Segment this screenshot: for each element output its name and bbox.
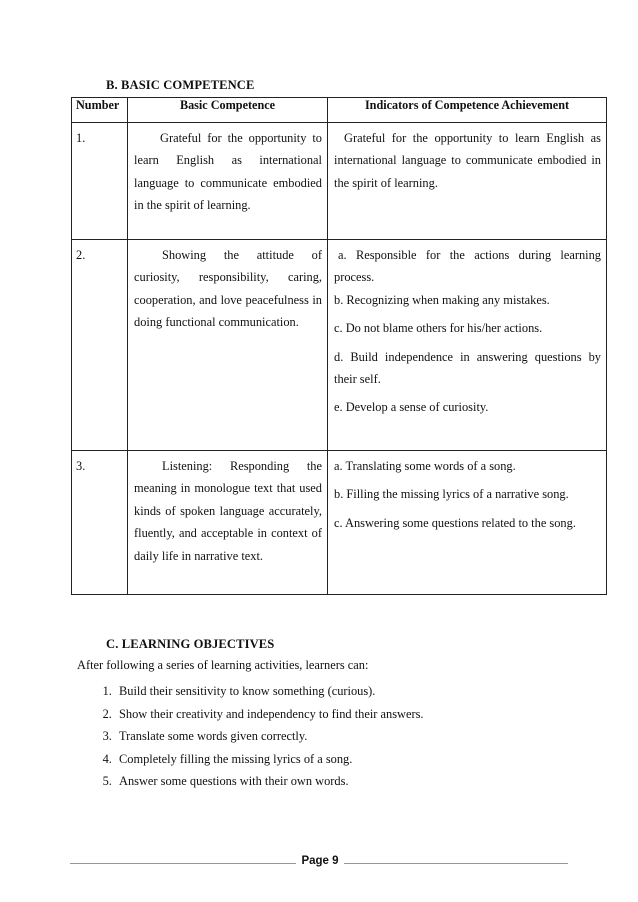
- list-item: 1. Build their sensitivity to know something (curious).: [115, 680, 615, 703]
- list-item: 2. Show their creativity and independency to find their answers.: [115, 703, 615, 726]
- header-basic-competence: Basic Competence: [128, 98, 328, 123]
- indicators-cell: [328, 123, 607, 240]
- indicator-item: b. Recognizing when making any mistakes.: [334, 292, 550, 307]
- row-number: 2.: [72, 240, 128, 451]
- table-header-row: [72, 98, 607, 123]
- header-indicators: Indicators of Competence Achievement: [328, 98, 607, 123]
- basic-competence-cell: Listening: Responding the meaning in monologue text that used kinds of spoken language accurately, fluently, and acceptable in context of daily life in narrative text.: [128, 451, 328, 595]
- header-number: Number: [72, 98, 128, 123]
- page-footer: [70, 853, 568, 873]
- section-c-title: C. LEARNING OBJECTIVES: [106, 637, 275, 651]
- indicator-item: e. Develop a sense of curiosity.: [334, 400, 489, 415]
- indicator-item: b. Filling the missing lyrics of a narrative song.: [334, 487, 569, 502]
- basic-competence-cell: Grateful for the opportunity to learn English as international language to communicate embodied in the spirit of learning.: [128, 123, 328, 240]
- footer-rule-right: [344, 863, 568, 864]
- section-b-title: B. BASIC COMPETENCE: [106, 78, 255, 92]
- footer-rule-left: [70, 863, 296, 864]
- page-number: Page 9: [301, 855, 339, 867]
- table-row: [72, 451, 607, 595]
- indicator-item: d. Build independence in answering questions by their self.: [334, 349, 601, 387]
- indicator-item: Grateful for the opportunity to learn English as international language to communicate embodied in the spirit of learning.: [334, 131, 601, 190]
- row-number: 1.: [72, 123, 128, 240]
- indicators-cell: [328, 451, 607, 595]
- competence-table: [71, 97, 607, 595]
- indicators-cell: [328, 240, 607, 451]
- indicator-item: c. Answering some questions related to the song.: [334, 515, 576, 530]
- table-row: [72, 240, 607, 451]
- indicator-item: c. Do not blame others for his/her actions.: [334, 321, 543, 336]
- table-row: [72, 123, 607, 240]
- row-number: 3.: [72, 451, 128, 595]
- indicator-item: a. Responsible for the actions during learning process.: [334, 248, 601, 285]
- indicator-item: a. Translating some words of a song.: [334, 459, 516, 473]
- list-item: 3. Translate some words given correctly.: [115, 725, 615, 748]
- list-item: 4. Completely filling the missing lyrics of a song.: [115, 748, 615, 771]
- basic-competence-cell: Showing the attitude of curiosity, responsibility, caring, cooperation, and love peacefulness in doing functional communication.: [128, 240, 328, 451]
- objectives-intro: After following a series of learning activities, learners can:: [77, 658, 369, 672]
- list-item: 5. Answer some questions with their own words.: [115, 770, 615, 793]
- objectives-list: [77, 680, 615, 793]
